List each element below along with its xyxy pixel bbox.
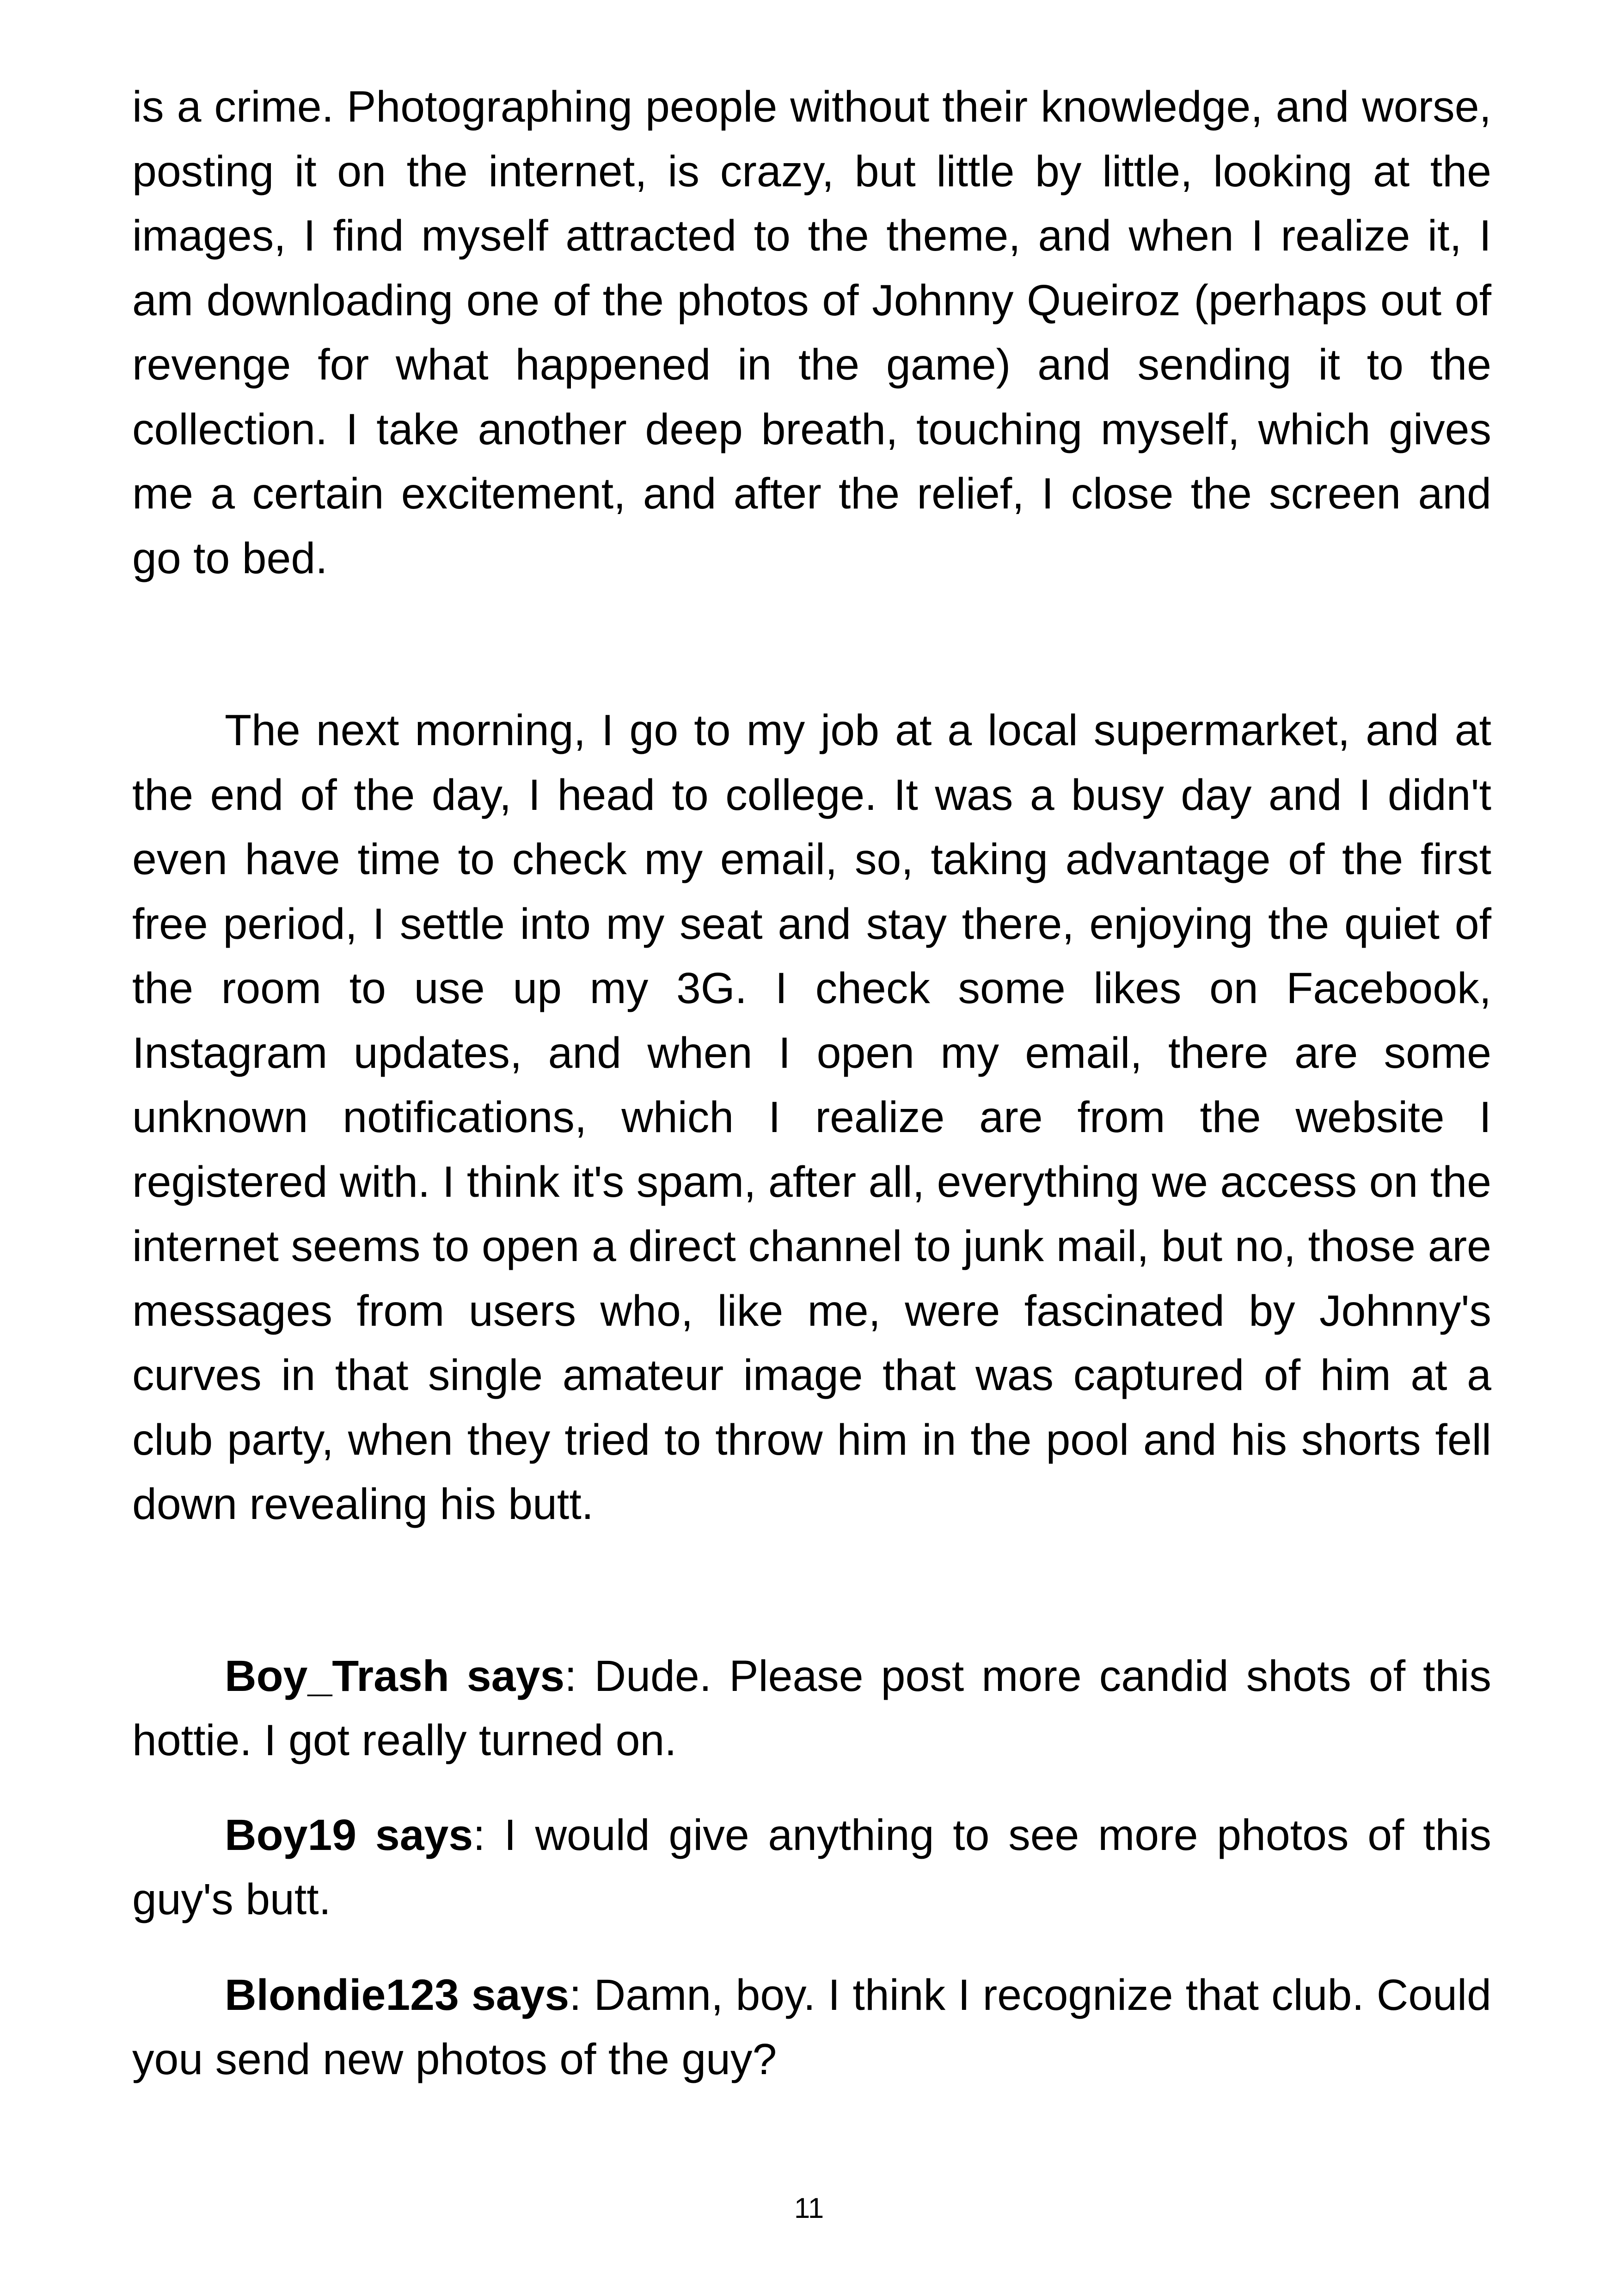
comment-separator: : — [564, 1651, 577, 1701]
page-body — [132, 75, 1491, 2092]
comment-speaker: Boy_Trash says — [225, 1651, 565, 1701]
comment-separator: : — [569, 1970, 582, 2020]
body-paragraph: The next morning, I go to my job at a local supermarket, and at the end of the day, I head to college. It was a busy day and I didn't even have time to check my email, so, taking advantage of the first free period, I settle into my seat and stay there, enjoying the quiet of the room to use up my 3G. I check some likes on Facebook, Instagram updates, and when I open my email, there are some unknown notifications, which I realize are from the website I registered with. I think it's spam, after all, everything we access on the internet seems to open a direct channel to junk mail, but no, those are messages from users who, like me, were fascinated by Johnny's curves in that single amateur image that was captured of him at a club party, when they tried to throw him in the pool and his shorts fell down revealing his butt. — [132, 706, 1491, 1529]
comment-separator: : — [473, 1810, 485, 1860]
comment-text: Damn, boy. I think I recognize that club. Could you send new photos of the guy? — [132, 1970, 1491, 2084]
comment-line — [132, 1803, 1491, 1932]
comment-text: Dude. Please post more candid shots of this hottie. I got really turned on. — [132, 1651, 1492, 1765]
comment-speaker: Blondie123 says — [225, 1970, 570, 2020]
comment-line — [132, 1644, 1491, 1773]
comment-text: I would give anything to see more photos of this guy's butt. — [132, 1810, 1491, 1924]
page-number: 11 — [794, 2192, 824, 2224]
body-paragraph: is a crime. Photographing people without their knowledge, and worse, posting it on the internet, is crazy, but little by little, looking at the images, I find myself attracted to the theme, and when I realize it, I am downloading one of the photos of Johnny Queiroz (perhaps out of revenge for what happened in the game) and sending it to the collection. I take another deep breath, touching myself, which gives me a certain excitement, and after the relief, I close the screen and go to bed. — [132, 82, 1491, 583]
comment-line — [132, 1963, 1491, 2092]
comment-speaker: Boy19 says — [225, 1810, 473, 1860]
